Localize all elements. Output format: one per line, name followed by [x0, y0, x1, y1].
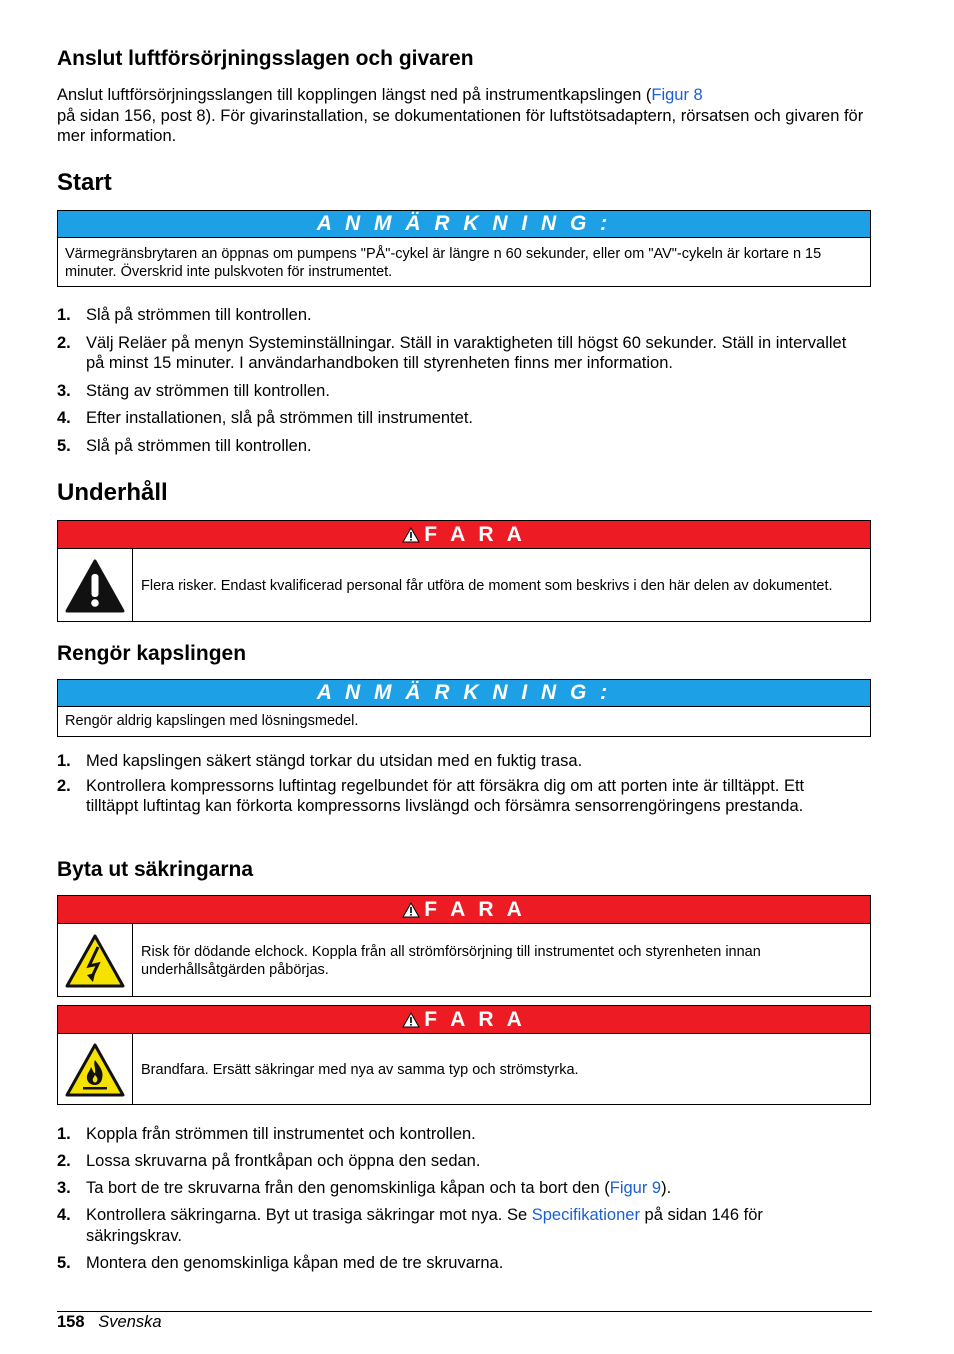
- notice-box-clean: [57, 679, 871, 737]
- warning-triangle-icon: [402, 527, 420, 543]
- list-item: 1. Med kapslingen säkert stängd torkar du utsidan med en fuktig trasa.: [57, 752, 583, 770]
- danger-box-fire: [57, 1005, 871, 1105]
- list-item: 4. Kontrollera säkringarna. Byt ut trasiga säkringar mot nya. Se Specifikationer på sidan 146 för säkringskrav.: [57, 1206, 763, 1245]
- danger-text: Flera risker. Endast kvalificerad personal får utföra de moment som beskrivs i den här delen av dokumentet.: [141, 577, 833, 594]
- section-heading-air-supply: Anslut luftförsörjningsslagen och givaren: [57, 47, 474, 70]
- section-heading-clean-enclosure: Rengör kapslingen: [57, 642, 247, 665]
- notice-text: Rengör aldrig kapslingen med lösningsmedel.: [65, 713, 359, 729]
- list-item: 1. Slå på strömmen till kontrollen.: [57, 306, 312, 324]
- page-footer: [57, 1313, 162, 1332]
- danger-text: Risk för dödande elchock. Koppla från all strömförsörjning till instrumentet och styrenheten innan underhållsåtgärden påbörjas.: [141, 943, 761, 978]
- clean-steps-list: [57, 751, 857, 817]
- list-item: 2. Välj Reläer på menyn Systeminställningar. Ställ in varaktigheten till högst 60 sekunder. Ställ in intervallet på minst 15 minuter. I användarhandboken till styrenheten finns mer information.: [57, 333, 847, 372]
- danger-heading: F A R A: [58, 896, 870, 924]
- start-steps-list: [57, 305, 857, 456]
- list-item: 2. Kontrollera kompressorns luftintag regelbundet för att försäkra dig om att porten inte är tilltäppt. Ett tilltäppt luftintag kan förkorta kompressorns livslängd och försämra sensorrengöringens prestanda.: [57, 776, 805, 815]
- air-supply-paragraph: [57, 85, 872, 147]
- notice-text: Värmegränsbrytaren an öppnas om pumpens "PÅ"-cykel är längre n 60 sekunder, eller om "AV"-cykeln är kortare n 15 minuter. Överskrid inte pulskvoten för instrumentet.: [65, 246, 822, 280]
- section-heading-start: Start: [57, 169, 112, 196]
- footer-language: Svenska: [98, 1313, 162, 1331]
- list-item: 3. Ta bort de tre skruvarna från den genomskinliga kåpan och ta bort den (Figur 9).: [57, 1179, 672, 1197]
- list-item: 1. Koppla från strömmen till instrumentet och kontrollen.: [57, 1125, 476, 1143]
- fuse-steps-list: [57, 1124, 857, 1273]
- danger-text: Brandfara. Ersätt säkringar med nya av samma typ och strömstyrka.: [141, 1061, 579, 1078]
- warning-triangle-icon: [402, 1012, 420, 1028]
- section-heading-replace-fuses: Byta ut säkringarna: [57, 858, 254, 881]
- danger-heading: F A R A: [58, 1006, 870, 1034]
- warning-triangle-icon: [402, 902, 420, 918]
- figure-9-link[interactable]: Figur 9: [609, 1179, 662, 1197]
- notice-box-start: [57, 210, 871, 287]
- danger-heading: F A R A: [58, 521, 870, 549]
- electric-shock-icon: [58, 924, 133, 997]
- fire-hazard-icon: [58, 1034, 133, 1105]
- list-item: 3. Stäng av strömmen till kontrollen.: [57, 381, 330, 400]
- notice-heading: A N M Ä R K N I N G :: [58, 680, 870, 707]
- para-text-continued: på sidan 156, post 8). För givarinstallation, se dokumentationen för luftstötsadaptern, rörsatsen och givaren för mer information.: [57, 106, 864, 145]
- list-item: 5. Montera den genomskinliga kåpan med de tre skruvarna.: [57, 1253, 504, 1272]
- figure-8-link[interactable]: Figur 8: [651, 86, 703, 104]
- specifications-link[interactable]: Specifikationer: [531, 1206, 640, 1224]
- warning-exclamation-icon: [58, 549, 133, 622]
- page-number: 158: [57, 1313, 85, 1331]
- list-item: 4. Efter installationen, slå på strömmen till instrumentet.: [57, 409, 474, 427]
- para-text: Anslut luftförsörjningsslangen till kopplingen längst ned på instrumentkapslingen (: [57, 86, 652, 104]
- danger-box-electric: [57, 895, 871, 997]
- danger-box-maintenance: [57, 520, 871, 622]
- notice-heading: A N M Ä R K N I N G :: [58, 211, 870, 238]
- list-item: 2. Lossa skruvarna på frontkåpan och öppna den sedan.: [57, 1152, 481, 1170]
- list-item: 5. Slå på strömmen till kontrollen.: [57, 436, 312, 455]
- section-heading-maintenance: Underhåll: [57, 479, 168, 506]
- footer-divider: [57, 1311, 872, 1312]
